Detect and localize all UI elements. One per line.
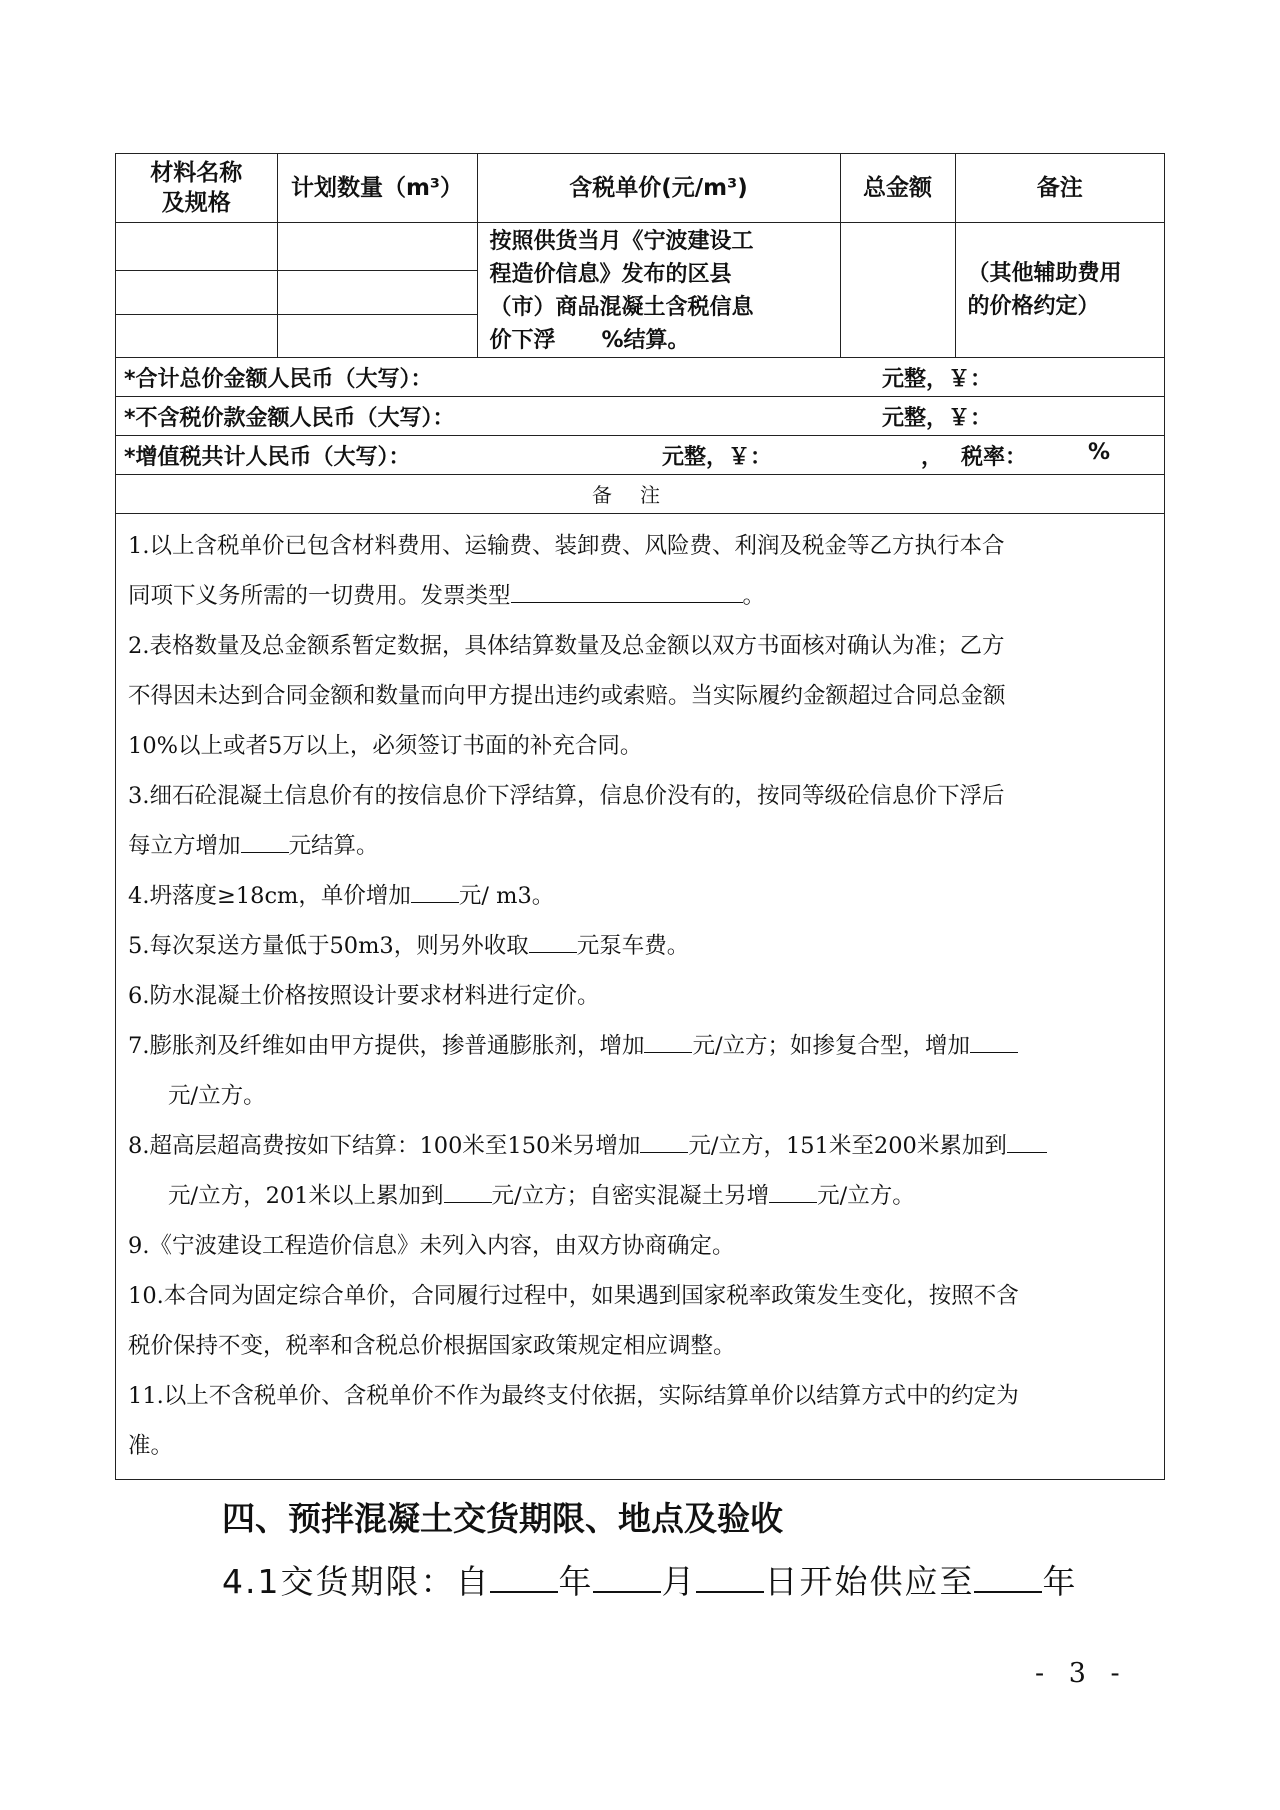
note-10: 10.本合同为固定综合单价，合同履行过程中，如果遇到国家税率政策发生变化，按照不含	[128, 1283, 1019, 1309]
notax-tail: 元整，￥：	[882, 405, 993, 431]
end-year-blank[interactable]	[974, 1561, 1042, 1593]
fill-blank[interactable]	[640, 1128, 688, 1153]
header-remark: 备注	[955, 154, 1164, 222]
note-2-cont: 10%以上或者5万以上，必须签订书面的补充合同。	[128, 733, 643, 759]
percent-sign: %	[1088, 439, 1111, 465]
fill-blank[interactable]	[1007, 1128, 1047, 1153]
fill-blank[interactable]	[411, 878, 459, 903]
price-note-line: 程造价信息》发布的区县	[489, 261, 732, 287]
note-3-cont: 每立方增加 元结算。	[128, 821, 1156, 871]
note-11-cont: 准。	[128, 1433, 174, 1459]
fill-blank[interactable]	[769, 1178, 817, 1203]
notax-amount-row	[116, 396, 1164, 435]
note-3: 3.细石砼混凝土信息价有的按信息价下浮结算，信息价没有的，按同等级砼信息价下浮后	[128, 783, 1005, 809]
vat-tail: 元整，￥：	[662, 444, 773, 470]
section-title: 四、预拌混凝土交货期限、地点及验收	[222, 1499, 783, 1538]
price-note-line: 价下浮 %结算。	[489, 327, 690, 353]
vat-amount-row	[116, 435, 1164, 474]
remarks-title: 备注	[116, 474, 1164, 513]
note-8-cont: 元/立方，201米以上累加到 元/立方；自密实混凝土另增 元/立方。	[128, 1171, 1156, 1221]
note-11: 11.以上不含税单价、含税单价不作为最终支付依据，实际结算单价以结算方式中的约定为	[128, 1383, 1019, 1409]
quantity-cell-3[interactable]	[277, 315, 477, 357]
note-1-cont: 同项下义务所需的一切费用。发票类型 。	[128, 571, 1156, 621]
quantity-cell-2[interactable]	[277, 270, 477, 314]
fill-blank[interactable]	[970, 1028, 1018, 1053]
total-cell[interactable]	[840, 222, 955, 357]
fill-blank[interactable]	[241, 828, 289, 853]
note-1: 1.以上含税单价已包含材料费用、运输费、装卸费、风险费、利润及税金等乙方执行本合	[128, 533, 1005, 559]
total-label: *合计总价金额人民币（大写）：	[124, 366, 433, 392]
note-2-cont: 不得因未达到合同金额和数量而向甲方提出违约或索赔。当实际履约金额超过合同总金额	[128, 683, 1006, 709]
delivery-start-label: 4.1交货期限：自	[222, 1562, 491, 1601]
page-number: - 3 -	[1035, 1658, 1128, 1689]
year-label: 年	[558, 1562, 594, 1601]
vat-comma: ，	[921, 444, 944, 470]
note-7-cont: 元/立方。	[168, 1083, 266, 1109]
note-10-cont: 税价保持不变，税率和含税总价根据国家政策规定相应调整。	[128, 1333, 736, 1359]
total-tail: 元整，￥：	[882, 366, 993, 392]
note-6: 6.防水混凝土价格按照设计要求材料进行定价。	[128, 983, 600, 1009]
fill-blank[interactable]	[529, 928, 577, 953]
price-note	[477, 222, 840, 357]
note-7: 7.膨胀剂及纤维如由甲方提供，掺普通膨胀剂，增加 元/立方；如掺复合型，增加	[128, 1021, 1156, 1071]
note-4: 4.坍落度≥18cm，单价增加 元/ m3。	[128, 871, 1156, 921]
year-blank[interactable]	[490, 1561, 558, 1593]
note-2: 2.表格数量及总金额系暂定数据，具体结算数量及总金额以双方书面核对确认为准；乙方	[128, 633, 1005, 659]
header-quantity: 计划数量（m³）	[277, 154, 477, 222]
price-note-line: （市）商品混凝土含税信息	[489, 294, 754, 320]
header-total: 总金额	[840, 154, 955, 222]
material-cell-3[interactable]	[116, 315, 277, 357]
quantity-cell-1[interactable]	[277, 222, 477, 270]
remarks-notes	[128, 521, 1156, 1471]
extra-fee-note	[955, 222, 1164, 357]
header-unit-price: 含税单价(元/m³)	[477, 154, 840, 222]
price-note-line: 按照供货当月《宁波建设工	[489, 228, 754, 254]
material-cell-2[interactable]	[116, 270, 277, 314]
notax-label: *不含税价款金额人民币（大写）：	[124, 405, 455, 431]
end-year-label: 年	[1042, 1562, 1078, 1601]
day-label: 日开始供应至	[764, 1562, 975, 1601]
price-table	[116, 154, 1164, 514]
month-label: 月	[661, 1562, 697, 1601]
fill-blank[interactable]	[644, 1028, 692, 1053]
tax-rate-label: 税率：	[961, 444, 1028, 470]
delivery-period-paragraph	[222, 1556, 1077, 1603]
material-cell-1[interactable]	[116, 222, 277, 270]
header-material: 材料名称 及规格	[116, 154, 277, 222]
note-8: 8.超高层超高费按如下结算：100米至150米另增加 元/立方，151米至200米累加到	[128, 1121, 1156, 1171]
contract-table-frame	[115, 153, 1165, 1480]
note-5: 5.每次泵送方量低于50m3，则另外收取 元泵车费。	[128, 921, 1156, 971]
invoice-type-blank[interactable]	[511, 578, 743, 603]
note-9: 9.《宁波建设工程造价信息》未列入内容，由双方协商确定。	[128, 1233, 735, 1259]
day-blank[interactable]	[696, 1561, 764, 1593]
extra-note-line: （其他辅助费用	[967, 260, 1122, 286]
extra-note-line: 的价格约定）	[967, 293, 1100, 319]
month-blank[interactable]	[593, 1561, 661, 1593]
fill-blank[interactable]	[444, 1178, 492, 1203]
total-amount-row	[116, 357, 1164, 396]
vat-label: *增值税共计人民币（大写）：	[124, 444, 411, 470]
